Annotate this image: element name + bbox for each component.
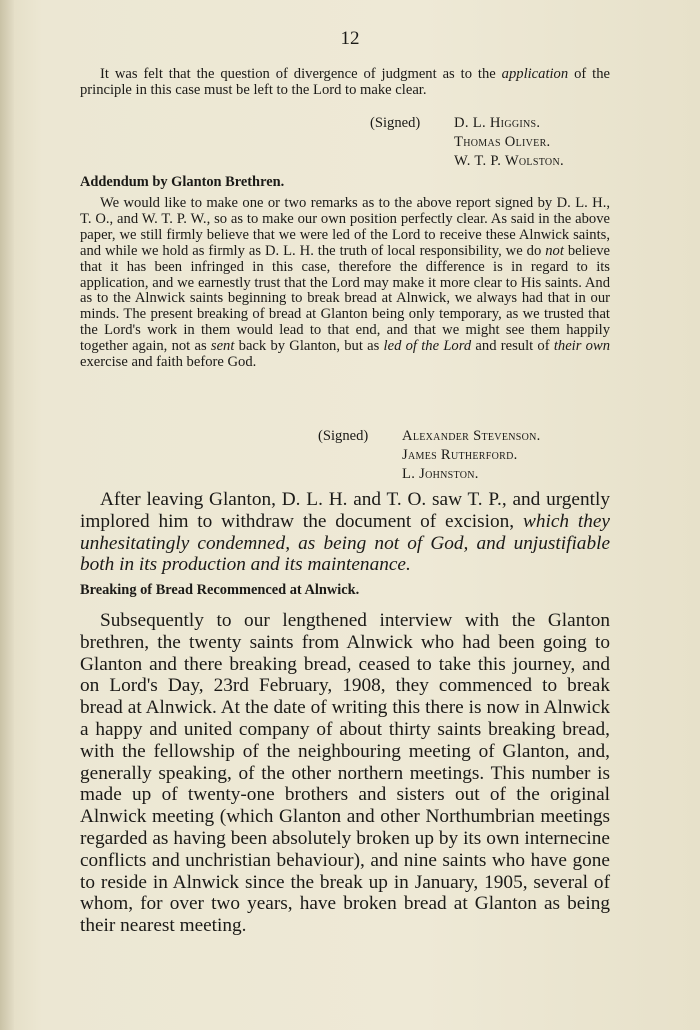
signatory-name: Thomas Oliver. [454, 134, 551, 150]
text-run: believe that it has been infringed in this case, therefore the difference is in regard to its application, and we earnestly trust that the Lord may make it more clear to His saints. And as to the Alnwick saints beginning to break bread at Alnwick, we always had that in our minds. The present breaking of bread at Glanton being only temporary, as we trusted that the Lord's work in them would lead to that end, and that we might see them happily together again, not as [80, 242, 610, 355]
paragraph-application [80, 67, 610, 99]
signatory-name: Alexander Stevenson. [402, 428, 541, 444]
italic-text-run: their own [553, 338, 610, 355]
paragraph-addendum [80, 196, 610, 371]
signatory-name: W. T. P. Wolston. [454, 153, 564, 169]
paragraph-subsequently [80, 610, 610, 937]
signed-label: (Signed) [370, 115, 421, 131]
italic-text-run: led of the Lord [383, 338, 472, 355]
italic-text-run: application [501, 66, 569, 82]
text-run: and result of [471, 338, 554, 355]
italic-text-run: sent [210, 338, 235, 355]
text-run: exercise and faith before God. [80, 354, 257, 371]
page-number: 12 [340, 28, 360, 49]
paragraph-after-leaving [80, 489, 610, 576]
text-run: We would like to make one or two remarks as to the above report signed by D. L. H., T. O., and W. T. P. W., so as to make our own position perfectly clear. As said in the above paper, we still firmly believe that we were led of the Lord to receive these Alnwick saints, and while we hold as firmly as D. L. H. the truth of local responsibility, we do [80, 195, 610, 259]
signatory-names [454, 114, 564, 171]
signed-label: (Signed) [318, 428, 369, 444]
page-spine-shadow [0, 0, 14, 1030]
text-run: back by Glanton, but as [234, 338, 384, 355]
text-run: After leaving Glanton, D. L. H. and T. O. saw T. P., and urgently implored him to withdraw the document of excision, [80, 489, 610, 532]
addendum-heading: Addendum by Glanton Brethren. [80, 174, 285, 190]
signatory-name: L. Johnston. [402, 466, 479, 482]
text-run: Subsequently to our lengthened interview with the Glanton brethren, the twenty saints from Alnwick who had been going to Glanton and there breaking bread, ceased to take this journey, and on Lord's Day, 23rd February, 1908, they commenced to break bread at Alnwick. At the date of writing this there is now in Alnwick a happy and united company of about thirty saints breaking bread, with the fellowship of the neighbouring meeting of Glanton, and, generally speaking, of the other northern meetings. This number is made up of twenty-one brothers and sisters out of the original Alnwick meeting (which Glanton and other Northumbrian meetings regarded as having been absolutely broken up by its own internecine conflicts and unchristian behaviour), and nine saints who have gone to reside in Alnwick since the break up in January, 1905, several of whom, for over two years, have broken bread at Glanton as being their nearest meeting. [80, 610, 610, 937]
signatory-name: D. L. Higgins. [454, 115, 541, 131]
text-run: It was felt that the question of divergence of judgment as to the [100, 66, 502, 82]
signatory-name: James Rutherford. [402, 447, 518, 463]
breaking-heading: Breaking of Bread Recommenced at Alnwick. [80, 582, 360, 598]
italic-text-run: which they unhesitatingly condemned, as being not of God, and unjustifiable both in its production and its maintenance. [80, 510, 610, 576]
signatory-names [402, 427, 541, 484]
italic-text-run: not [545, 242, 564, 259]
text-run: of the principle in this case must be left to the Lord to make clear. [80, 66, 610, 98]
